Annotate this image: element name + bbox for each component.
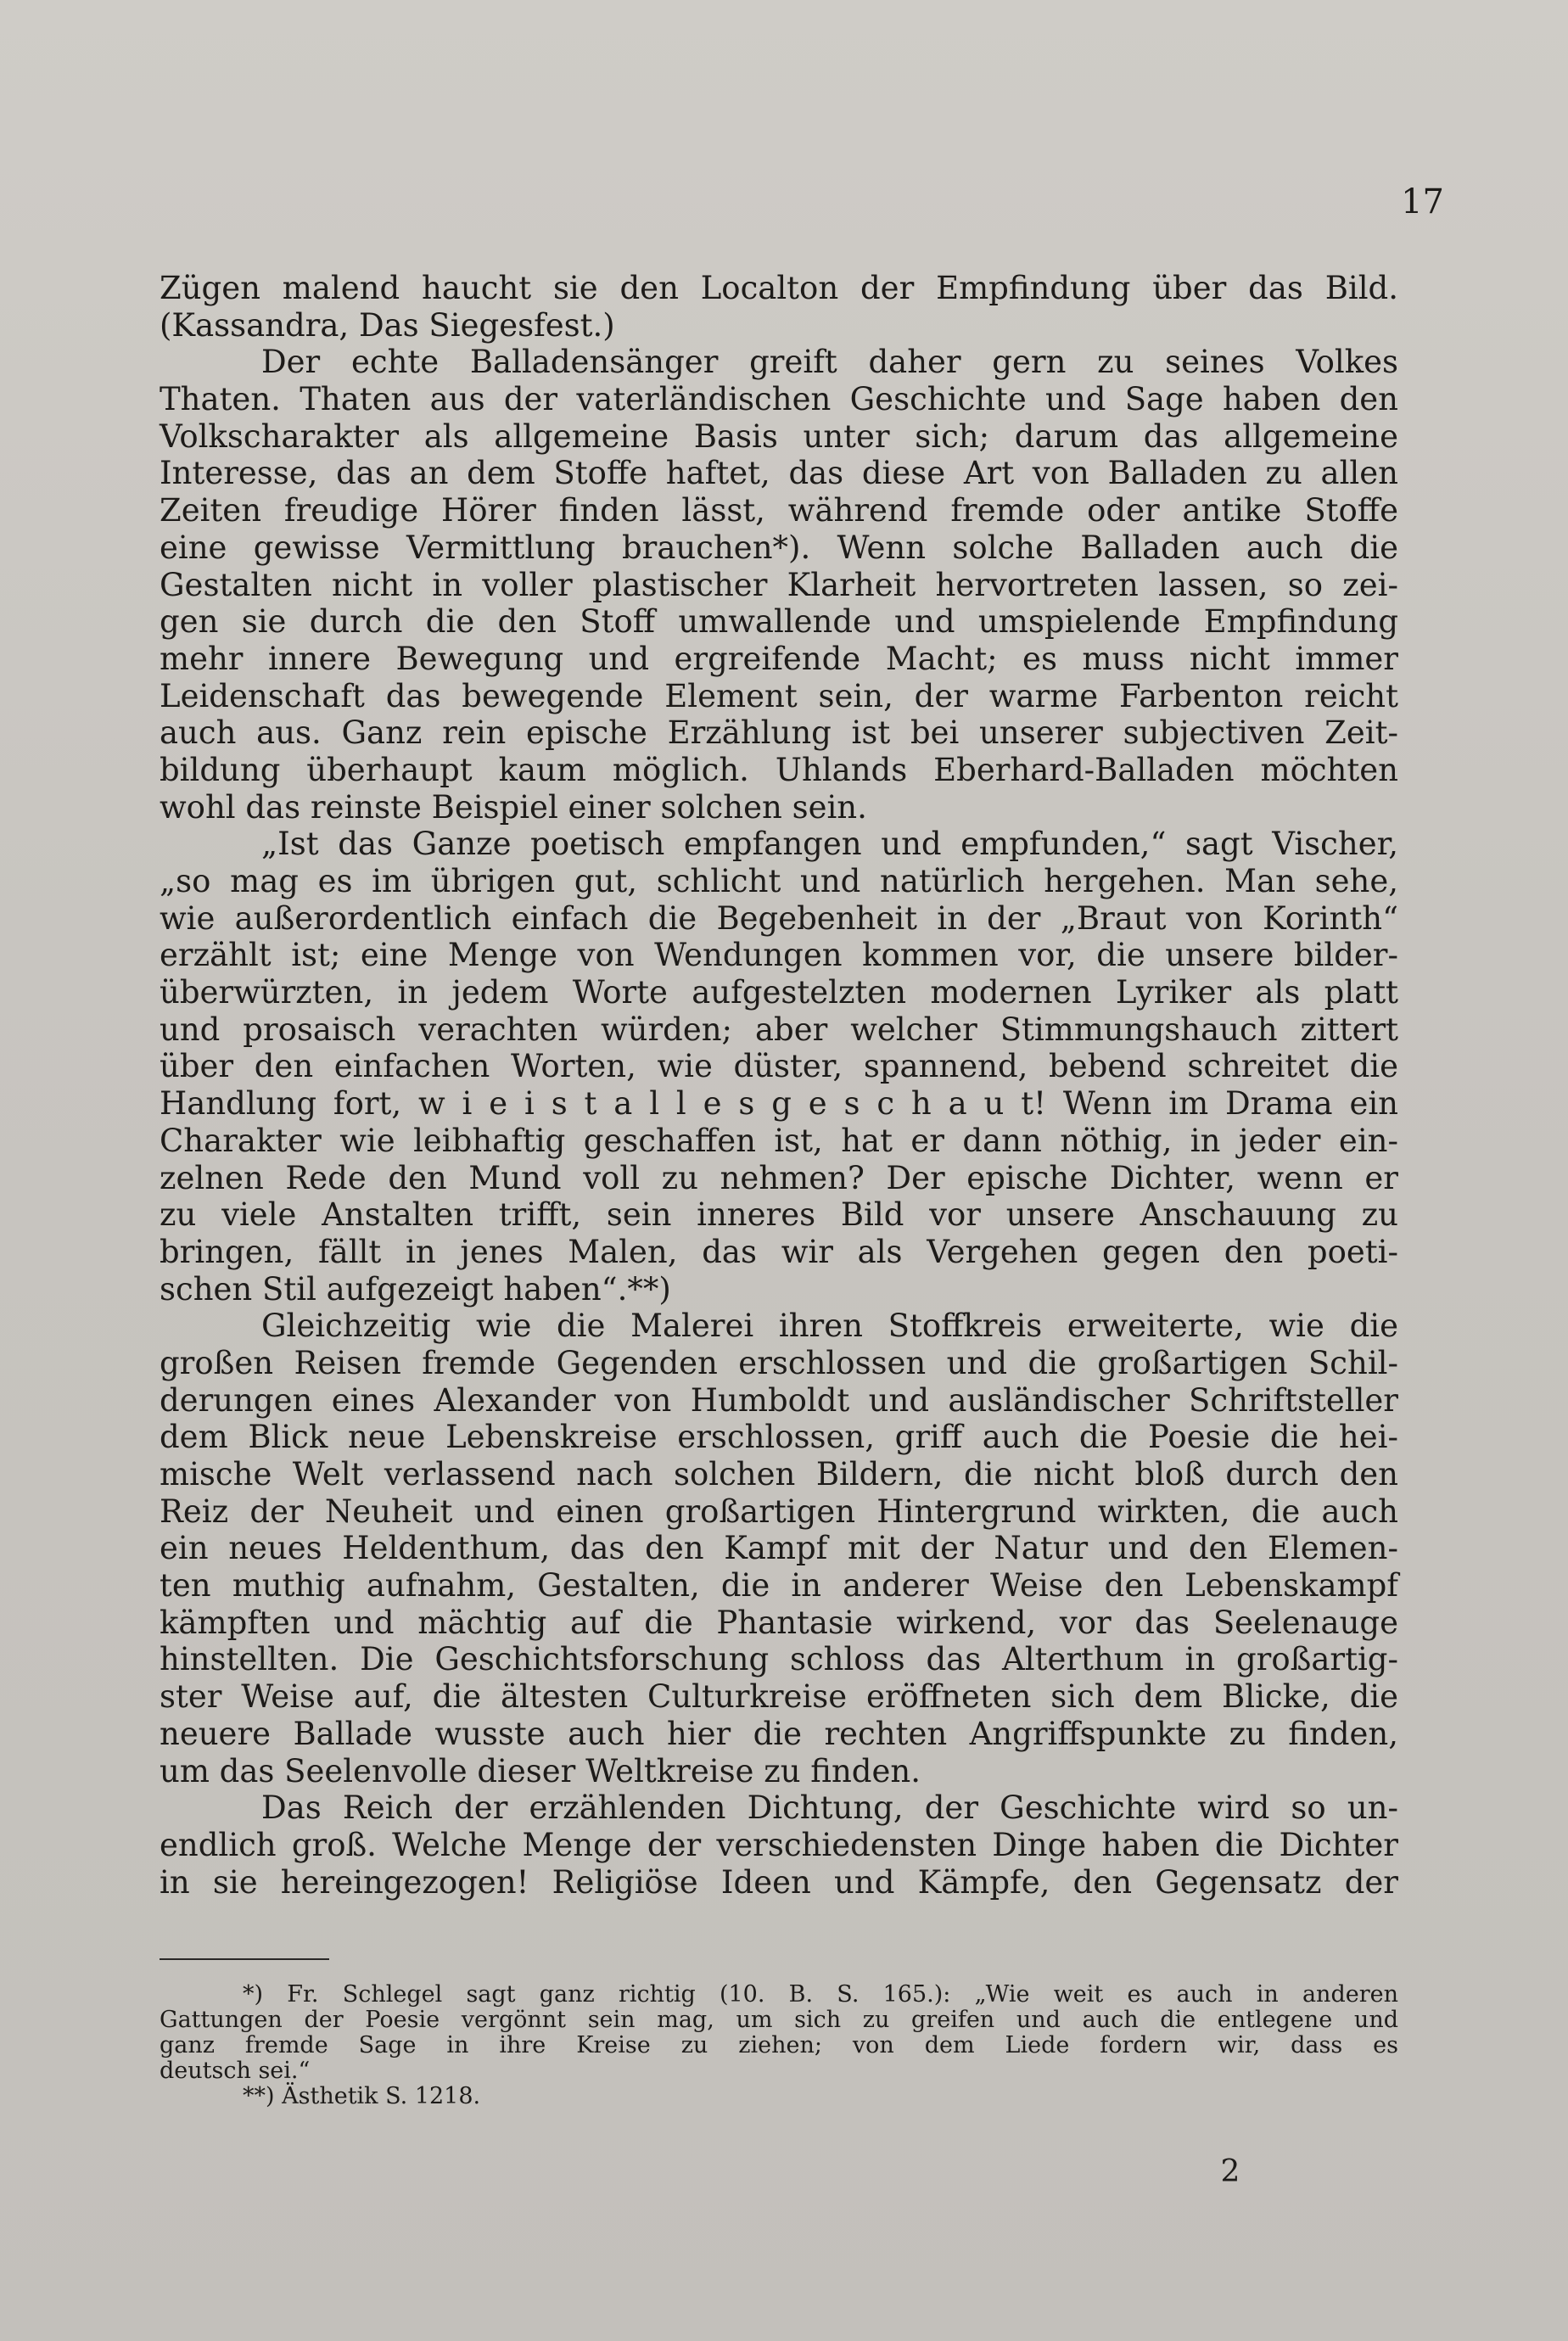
text-line: bildung überhaupt kaum möglich. Uhlands Eberhard-Balladen möchten xyxy=(160,751,1398,788)
text-line: endlich groß. Welche Menge der verschiedensten Dinge haben die Dichter xyxy=(160,1826,1398,1863)
footnote-divider xyxy=(160,1958,329,1960)
footnote-line: **) Ästhetik S. 1218. xyxy=(243,2083,481,2109)
footnotes xyxy=(160,1982,1398,2109)
text-line: Volkscharakter als allgemeine Basis unter sich; darum das allgemeine xyxy=(160,417,1398,455)
text-line: Leidenschaft das bewegende Element sein, der warme Farbenton reicht xyxy=(160,677,1398,714)
footnote-line: *) Fr. Schlegel sagt ganz richtig (10. B. S. 165.): „Wie weit es auch in anderen xyxy=(243,1981,1398,2008)
text-line: Thaten. Thaten aus der vaterländischen Geschichte und Sage haben den xyxy=(160,381,1398,418)
text-line: kämpften und mächtig auf die Phantasie wirkend, vor das Seelenauge xyxy=(160,1604,1398,1641)
text-line: eine gewisse Vermittlung brauchen*). Wenn solche Balladen auch die xyxy=(160,529,1398,566)
text-line: Reiz der Neuheit und einen großartigen Hintergrund wirkten, die auch xyxy=(160,1493,1398,1530)
paragraph-start-line: Das Reich der erzählenden Dichtung, der Geschichte wird so un- xyxy=(261,1789,1398,1827)
footnote-line: Gattungen der Poesie vergönnt sein mag, um sich zu greifen und auch die entlegene und xyxy=(160,2007,1398,2033)
paragraph-start-line: Gleichzeitig wie die Malerei ihren Stoffkreis erweiterte, wie die xyxy=(261,1308,1398,1345)
text-line: in sie hereingezogen! Religiöse Ideen und Kämpfe, den Gegensatz der xyxy=(160,1863,1398,1901)
text-line: zu viele Anstalten trifft, sein inneres Bild vor unsere Anschauung zu xyxy=(160,1196,1398,1234)
text-line: mische Welt verlassend nach solchen Bildern, die nicht bloß durch den xyxy=(160,1456,1398,1493)
footnote-line: ganz fremde Sage in ihre Kreise zu ziehen; von dem Liede fordern wir, dass es xyxy=(160,2032,1398,2058)
text-line: wohl das reinste Beispiel einer solchen sein. xyxy=(160,788,867,826)
text-line: ein neues Heldenthum, das den Kampf mit der Natur und den Elemen- xyxy=(160,1530,1398,1567)
text-line: wie außerordentlich einfach die Begebenheit in der „Braut von Korinth“ xyxy=(160,899,1398,937)
text-line: Interesse, das an dem Stoffe haftet, das diese Art von Balladen zu allen xyxy=(160,455,1398,492)
text-line: ster Weise auf, die ältesten Culturkreise eröffneten sich dem Blicke, die xyxy=(160,1678,1398,1716)
footnote-line: deutsch sei.“ xyxy=(160,2058,311,2084)
text-line: großen Reisen fremde Gegenden erschlossen und die großartigen Schil- xyxy=(160,1344,1398,1381)
text-line: „so mag es im übrigen gut, schlicht und natürlich hergehen. Man sehe, xyxy=(160,863,1398,899)
signature-mark: 2 xyxy=(1220,2154,1240,2189)
text-line: mehr innere Bewegung und ergreifende Macht; es muss nicht immer xyxy=(160,640,1398,677)
text-line: Gestalten nicht in voller plastischer Klarheit hervortreten lassen, so zei- xyxy=(160,566,1398,603)
text-line: auch aus. Ganz rein epische Erzählung ist bei unserer subjectiven Zeit- xyxy=(160,714,1398,752)
text-line: erzählt ist; eine Menge von Wendungen kommen vor, die unsere bilder- xyxy=(160,937,1398,974)
text-line: dem Blick neue Lebenskreise erschlossen, griff auch die Poesie die hei- xyxy=(160,1419,1398,1456)
text-line: und prosaisch verachten würden; aber welcher Stimmungshauch zittert xyxy=(160,1011,1398,1048)
page-number: 17 xyxy=(1401,182,1444,221)
text-line: hinstellten. Die Geschichtsforschung schloss das Alterthum in großartig- xyxy=(160,1641,1398,1678)
paragraph-start-line: Der echte Balladensänger greift daher gern zu seines Volkes xyxy=(261,344,1398,381)
body-text xyxy=(160,270,1398,1901)
text-line: gen sie durch die den Stoff umwallende und umspielende Empfindung xyxy=(160,603,1398,641)
text-line: schen Stil aufgezeigt haben“.**) xyxy=(160,1270,671,1308)
text-line: zelnen Rede den Mund voll zu nehmen? Der epische Dichter, wenn er xyxy=(160,1159,1398,1196)
text-line: neuere Ballade wusste auch hier die rechten Angriffspunkte zu finden, xyxy=(160,1715,1398,1752)
text-line: Zügen malend haucht sie den Localton der Empfindung über das Bild. xyxy=(160,270,1398,306)
text-line: bringen, fällt in jenes Malen, das wir als Vergehen gegen den poeti- xyxy=(160,1233,1398,1270)
paragraph-start-line: „Ist das Ganze poetisch empfangen und empfunden,“ sagt Vischer, xyxy=(261,826,1398,863)
text-line: überwürzten, in jedem Worte aufgestelzten modernen Lyriker als platt xyxy=(160,974,1398,1011)
text-line: derungen eines Alexander von Humboldt und ausländischer Schriftsteller xyxy=(160,1381,1398,1419)
text-line: um das Seelenvolle dieser Weltkreise zu finden. xyxy=(160,1752,921,1789)
text-line: ten muthig aufnahm, Gestalten, die in anderer Weise den Lebenskampf xyxy=(160,1567,1398,1605)
text-line: Handlung fort, w i e i s t a l l e s g e s c h a u t! Wenn im Drama ein xyxy=(160,1085,1398,1123)
text-line: über den einfachen Worten, wie düster, spannend, bebend schreitet die xyxy=(160,1048,1398,1085)
text-line: Charakter wie leibhaftig geschaffen ist, hat er dann nöthig, in jeder ein- xyxy=(160,1122,1398,1159)
text-line: (Kassandra, Das Siegesfest.) xyxy=(160,306,615,344)
text-line: Zeiten freudige Hörer finden lässt, während fremde oder antike Stoffe xyxy=(160,492,1398,529)
